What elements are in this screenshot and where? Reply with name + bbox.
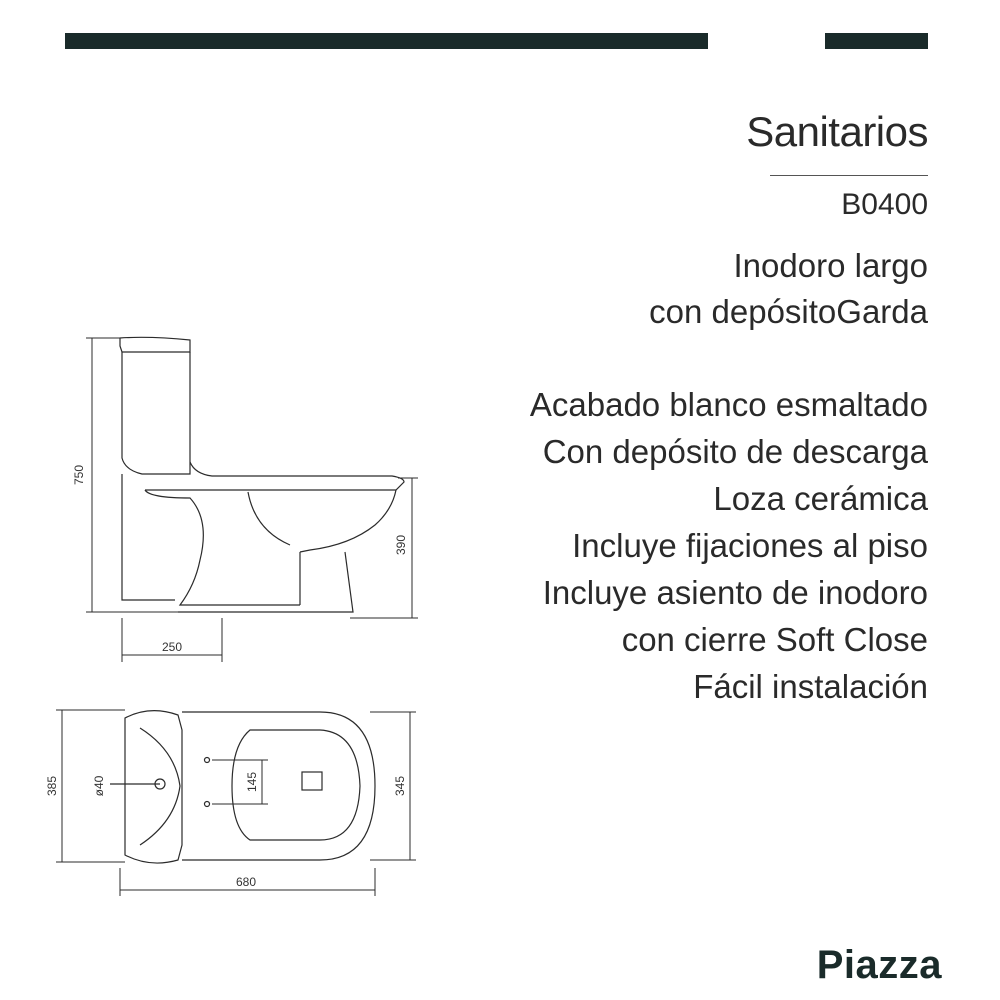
bowl-rim xyxy=(145,462,404,490)
dim-width-label: 385 xyxy=(45,775,59,797)
side-view xyxy=(120,337,404,612)
product-code: B0400 xyxy=(841,188,928,221)
feature-item: con cierre Soft Close xyxy=(621,621,928,658)
top-view xyxy=(110,711,375,863)
feature-item: Fácil instalación xyxy=(693,668,928,705)
bowl-inner xyxy=(248,492,290,545)
dim-inlet-label: ø40 xyxy=(92,775,106,797)
tank-body xyxy=(122,352,190,474)
feature-item: Incluye fijaciones al piso xyxy=(572,527,928,564)
dim-depth-label: 680 xyxy=(235,875,257,889)
category-title: Sanitarios xyxy=(746,108,928,155)
dim-height-label: 750 xyxy=(72,464,86,486)
dim-seat-height-label: 390 xyxy=(394,534,408,556)
dim-wall-label: 250 xyxy=(161,640,183,654)
top-dimensions xyxy=(56,710,416,896)
product-name-line-2: con depósitoGarda xyxy=(649,293,928,330)
tank-curve xyxy=(140,728,180,845)
brand-logo: Piazza xyxy=(816,943,942,987)
bolt-hole xyxy=(205,802,210,807)
product-name-line-1: Inodoro largo xyxy=(733,247,928,284)
side-dimensions xyxy=(86,338,418,662)
tank-top xyxy=(125,711,182,863)
dim-seat-width-label: 345 xyxy=(393,775,407,797)
trapway xyxy=(145,490,300,605)
foot xyxy=(178,552,353,612)
tank-lid xyxy=(120,337,190,352)
bowl-outline xyxy=(182,712,375,860)
feature-item: Incluye asiento de inodoro xyxy=(542,574,928,611)
feature-item: Con depósito de descarga xyxy=(542,433,928,470)
bolt-hole xyxy=(205,758,210,763)
dim-bolts-label: 145 xyxy=(245,771,259,793)
drain-square xyxy=(302,772,322,790)
feature-item: Acabado blanco esmaltado xyxy=(529,386,928,423)
feature-item: Loza cerámica xyxy=(713,480,928,517)
bowl-front xyxy=(300,490,396,552)
